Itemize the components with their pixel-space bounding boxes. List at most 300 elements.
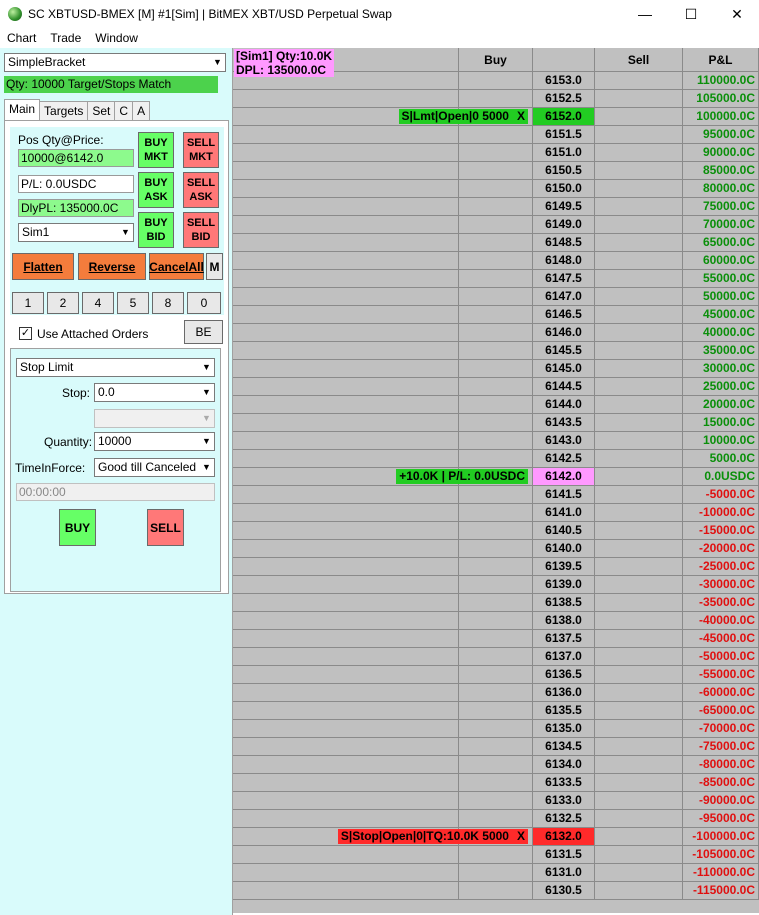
price-cell[interactable]: 6153.0 (533, 72, 595, 90)
price-cell[interactable]: 6133.5 (533, 774, 595, 792)
price-cell[interactable]: 6134.5 (533, 738, 595, 756)
price-cell[interactable]: 6135.5 (533, 702, 595, 720)
buy-order-cell[interactable] (233, 234, 459, 252)
limit-price-field[interactable] (94, 409, 215, 428)
buy-cell[interactable] (459, 414, 533, 432)
dom-row[interactable] (233, 522, 759, 540)
price-cell[interactable]: 6131.0 (533, 864, 595, 882)
header-price (533, 48, 595, 72)
pl-cell: 10000.0C (683, 432, 759, 450)
breakeven-button[interactable]: BE (184, 320, 223, 344)
price-cell[interactable]: 6134.0 (533, 756, 595, 774)
time-in-force-label: TimeInForce: (15, 461, 86, 475)
dom-row[interactable] (233, 702, 759, 720)
buy-order-cell[interactable] (233, 324, 459, 342)
qty-preset-2-button[interactable]: 2 (47, 292, 79, 314)
minimize-button[interactable]: — (638, 6, 652, 22)
qty-preset-0-button[interactable]: 0 (187, 292, 221, 314)
buy-order-cell[interactable] (233, 72, 459, 90)
dom-row[interactable] (233, 180, 759, 198)
sell-cell[interactable] (595, 450, 683, 468)
sell-cell[interactable] (595, 792, 683, 810)
sell-cell[interactable] (595, 432, 683, 450)
price-cell[interactable]: 6152.0 (533, 108, 595, 126)
config-select[interactable] (4, 53, 226, 72)
sell-cell[interactable] (595, 846, 683, 864)
dom-row[interactable] (233, 198, 759, 216)
price-cell[interactable]: 6140.0 (533, 540, 595, 558)
time-in-force-value: Good till Canceled (98, 460, 197, 474)
buy-order-cell[interactable] (233, 648, 459, 666)
sell-cell[interactable] (595, 702, 683, 720)
buy-cell[interactable] (459, 342, 533, 360)
buy-cell[interactable] (459, 270, 533, 288)
pl-cell: -95000.0C (683, 810, 759, 828)
buy-order-cell[interactable] (233, 486, 459, 504)
buy-order-cell[interactable] (233, 252, 459, 270)
buy-cell[interactable] (459, 864, 533, 882)
sell-cell[interactable] (595, 324, 683, 342)
dom-row[interactable] (233, 162, 759, 180)
buy-cell[interactable] (459, 594, 533, 612)
account-select[interactable] (18, 223, 134, 242)
sell-ask-button[interactable]: SELL ASK (183, 172, 219, 208)
maximize-button[interactable]: ☐ (684, 5, 698, 22)
dom-row[interactable] (233, 540, 759, 558)
dom-row[interactable] (233, 396, 759, 414)
header-sell: Sell (595, 48, 683, 72)
time-in-force-select[interactable] (94, 458, 215, 477)
sell-cell[interactable] (595, 198, 683, 216)
dom-row[interactable] (233, 288, 759, 306)
sell-cell[interactable] (595, 738, 683, 756)
price-cell[interactable]: 6150.5 (533, 162, 595, 180)
sell-cell[interactable] (595, 594, 683, 612)
buy-order-cell[interactable] (233, 882, 459, 900)
daily-pl-field: DlyPL: 135000.0C (18, 199, 134, 217)
buy-cell[interactable] (459, 360, 533, 378)
price-cell[interactable]: 6136.5 (533, 666, 595, 684)
pl-cell: -15000.0C (683, 522, 759, 540)
dom-row[interactable] (233, 756, 759, 774)
tab-main[interactable]: Main (4, 99, 40, 121)
sell-cell[interactable] (595, 864, 683, 882)
price-cell[interactable]: 6137.5 (533, 630, 595, 648)
quantity-value: 10000 (98, 434, 132, 448)
dom-row[interactable] (233, 864, 759, 882)
dom-row[interactable] (233, 576, 759, 594)
buy-cell[interactable] (459, 540, 533, 558)
sell-cell[interactable] (595, 342, 683, 360)
sell-cell[interactable] (595, 270, 683, 288)
dom-row[interactable] (233, 504, 759, 522)
price-cell[interactable]: 6151.0 (533, 144, 595, 162)
dom-row[interactable] (233, 684, 759, 702)
qty-preset-8-button[interactable]: 8 (152, 292, 184, 314)
buy-order-cell[interactable] (233, 756, 459, 774)
tab-a[interactable]: A (132, 101, 150, 121)
buy-cell[interactable] (459, 522, 533, 540)
sell-cell[interactable] (595, 378, 683, 396)
price-cell[interactable]: 6130.5 (533, 882, 595, 900)
buy-cell[interactable] (459, 792, 533, 810)
dom-row[interactable] (233, 378, 759, 396)
dom-row[interactable] (233, 810, 759, 828)
price-cell[interactable]: 6135.0 (533, 720, 595, 738)
buy-order-cell[interactable] (233, 846, 459, 864)
tab-c[interactable]: C (114, 101, 133, 121)
buy-order-cell[interactable] (233, 180, 459, 198)
price-cell[interactable]: 6138.5 (533, 594, 595, 612)
position-marker[interactable] (396, 469, 528, 484)
cancel-order-icon[interactable]: X (516, 829, 525, 843)
dom-row[interactable] (233, 342, 759, 360)
sell-cell[interactable] (595, 180, 683, 198)
dom-row[interactable] (233, 108, 759, 126)
header-buy: Buy (459, 48, 533, 72)
buy-order-cell[interactable] (233, 270, 459, 288)
dom-row[interactable] (233, 774, 759, 792)
buy-order-cell[interactable] (233, 108, 525, 126)
buy-cell[interactable] (459, 126, 533, 144)
buy-order-cell[interactable] (233, 792, 459, 810)
price-cell[interactable]: 6140.5 (533, 522, 595, 540)
buy-cell[interactable] (459, 630, 533, 648)
dom-row[interactable] (233, 792, 759, 810)
buy-cell[interactable] (459, 504, 533, 522)
pl-cell: 70000.0C (683, 216, 759, 234)
sell-cell[interactable] (595, 756, 683, 774)
dom-row[interactable] (233, 306, 759, 324)
reverse-button[interactable]: Reverse (78, 253, 146, 280)
buy-order-cell[interactable] (233, 666, 459, 684)
sell-cell[interactable] (595, 576, 683, 594)
dom-row[interactable] (233, 360, 759, 378)
price-cell[interactable]: 6144.0 (533, 396, 595, 414)
pl-cell: 15000.0C (683, 414, 759, 432)
dom-row[interactable] (233, 324, 759, 342)
buy-cell[interactable] (459, 252, 533, 270)
sell-cell[interactable] (595, 72, 683, 90)
buy-ask-button[interactable]: BUY ASK (138, 172, 174, 208)
buy-cell[interactable] (459, 684, 533, 702)
sell-cell[interactable] (595, 90, 683, 108)
sell-cell[interactable] (595, 486, 683, 504)
pl-cell: -30000.0C (683, 576, 759, 594)
buy-cell[interactable] (459, 738, 533, 756)
sell-order-button[interactable]: SELL (147, 509, 184, 546)
buy-order-cell[interactable] (233, 414, 459, 432)
buy-order-cell[interactable] (233, 198, 459, 216)
qty-preset-1-button[interactable]: 1 (12, 292, 44, 314)
dom-row[interactable] (233, 846, 759, 864)
pl-cell: 50000.0C (683, 288, 759, 306)
menu-window[interactable]: Window (95, 31, 138, 45)
stop-order-marker[interactable] (338, 829, 528, 844)
buy-cell[interactable] (459, 846, 533, 864)
sell-market-button[interactable]: SELL MKT (183, 132, 219, 168)
qty-preset-4-button[interactable]: 4 (82, 292, 114, 314)
buy-cell[interactable] (459, 486, 533, 504)
buy-cell[interactable] (459, 72, 533, 90)
flatten-button[interactable]: Flatten (12, 253, 74, 280)
sell-cell[interactable] (595, 540, 683, 558)
cancel-all-button[interactable]: CancelAll (149, 253, 204, 280)
pl-cell: 35000.0C (683, 342, 759, 360)
buy-cell[interactable] (459, 144, 533, 162)
buy-order-cell[interactable] (233, 702, 459, 720)
stop-price-field[interactable] (94, 383, 215, 402)
sell-cell[interactable] (595, 558, 683, 576)
dom-row[interactable] (233, 432, 759, 450)
sell-cell[interactable] (595, 828, 683, 846)
buy-order-cell[interactable] (233, 216, 459, 234)
buy-order-cell[interactable] (233, 774, 459, 792)
sell-bid-button[interactable]: SELL BID (183, 212, 219, 248)
pl-cell: -105000.0C (683, 846, 759, 864)
price-cell[interactable]: 6146.0 (533, 324, 595, 342)
sell-cell[interactable] (595, 126, 683, 144)
buy-cell[interactable] (459, 90, 533, 108)
buy-cell[interactable] (459, 774, 533, 792)
buy-order-cell[interactable] (233, 468, 525, 486)
buy-cell[interactable] (459, 558, 533, 576)
qty-preset-5-button[interactable]: 5 (117, 292, 149, 314)
buy-order-cell[interactable] (233, 684, 459, 702)
dom-row[interactable] (233, 558, 759, 576)
tab-targets[interactable]: Targets (39, 101, 88, 121)
price-cell[interactable]: 6145.0 (533, 360, 595, 378)
sell-cell[interactable] (595, 108, 683, 126)
buy-order-cell[interactable] (233, 360, 459, 378)
dom-row[interactable] (233, 738, 759, 756)
buy-cell[interactable] (459, 306, 533, 324)
pl-cell: -85000.0C (683, 774, 759, 792)
price-cell[interactable]: 6133.0 (533, 792, 595, 810)
buy-order-cell[interactable] (233, 306, 459, 324)
price-cell[interactable]: 6148.0 (533, 252, 595, 270)
dom-row[interactable] (233, 720, 759, 738)
buy-cell[interactable] (459, 324, 533, 342)
dom-row[interactable] (233, 414, 759, 432)
buy-order-cell[interactable] (233, 126, 459, 144)
price-cell[interactable]: 6139.5 (533, 558, 595, 576)
buy-order-cell[interactable] (233, 540, 459, 558)
buy-order-cell[interactable] (233, 450, 459, 468)
buy-cell[interactable] (459, 702, 533, 720)
buy-cell[interactable] (459, 810, 533, 828)
price-cell[interactable]: 6143.0 (533, 432, 595, 450)
menu-chart[interactable]: Chart (7, 31, 37, 45)
dom-header (233, 48, 759, 77)
buy-order-cell[interactable] (233, 738, 459, 756)
price-cell[interactable]: 6137.0 (533, 648, 595, 666)
buy-order-cell[interactable] (233, 378, 459, 396)
price-cell[interactable]: 6141.0 (533, 504, 595, 522)
price-cell[interactable]: 6142.0 (533, 468, 595, 486)
cancel-order-icon[interactable]: X (516, 109, 525, 123)
m-button[interactable]: M (206, 253, 223, 280)
buy-cell[interactable] (459, 180, 533, 198)
sell-cell[interactable] (595, 522, 683, 540)
buy-bid-button[interactable]: BUY BID (138, 212, 174, 248)
dom-row[interactable] (233, 882, 759, 900)
buy-cell[interactable] (459, 378, 533, 396)
use-attached-orders-label: Use Attached Orders (37, 327, 149, 341)
menu-trade[interactable]: Trade (50, 31, 82, 45)
sell-cell[interactable] (595, 216, 683, 234)
buy-cell[interactable] (459, 882, 533, 900)
sell-cell[interactable] (595, 234, 683, 252)
dom-row[interactable] (233, 666, 759, 684)
sell-cell[interactable] (595, 774, 683, 792)
buy-order-cell[interactable] (233, 342, 459, 360)
use-attached-orders-checkbox[interactable]: ✓ (20, 327, 31, 339)
price-cell[interactable]: 6147.5 (533, 270, 595, 288)
price-cell[interactable]: 6132.0 (533, 828, 595, 846)
sell-cell[interactable] (595, 612, 683, 630)
buy-order-cell[interactable] (233, 162, 459, 180)
price-cell[interactable]: 6145.5 (533, 342, 595, 360)
buy-cell[interactable] (459, 162, 533, 180)
price-cell[interactable]: 6148.5 (533, 234, 595, 252)
buy-order-cell[interactable] (233, 864, 459, 882)
buy-order-cell[interactable] (233, 90, 459, 108)
sell-cell[interactable] (595, 684, 683, 702)
price-cell[interactable]: 6139.0 (533, 576, 595, 594)
sell-cell[interactable] (595, 306, 683, 324)
price-cell[interactable]: 6147.0 (533, 288, 595, 306)
sell-cell[interactable] (595, 504, 683, 522)
dom-row[interactable] (233, 612, 759, 630)
price-cell[interactable]: 6150.0 (533, 180, 595, 198)
sell-cell[interactable] (595, 630, 683, 648)
buy-cell[interactable] (459, 234, 533, 252)
buy-order-cell[interactable] (233, 288, 459, 306)
buy-cell[interactable] (459, 450, 533, 468)
target-order-marker[interactable] (399, 109, 528, 124)
price-cell[interactable]: 6151.5 (533, 126, 595, 144)
sell-cell[interactable] (595, 288, 683, 306)
buy-order-cell[interactable] (233, 504, 459, 522)
price-cell[interactable]: 6142.5 (533, 450, 595, 468)
buy-cell[interactable] (459, 720, 533, 738)
dom-row[interactable] (233, 252, 759, 270)
price-cell[interactable]: 6131.5 (533, 846, 595, 864)
buy-cell[interactable] (459, 432, 533, 450)
trade-window-panel (0, 48, 233, 915)
buy-order-cell[interactable] (233, 720, 459, 738)
app-globe-icon (8, 7, 22, 21)
pl-cell: 75000.0C (683, 198, 759, 216)
buy-cell[interactable] (459, 576, 533, 594)
buy-order-button[interactable]: BUY (59, 509, 96, 546)
buy-order-cell[interactable] (233, 828, 525, 846)
buy-order-cell[interactable] (233, 558, 459, 576)
sell-cell[interactable] (595, 648, 683, 666)
close-button[interactable]: ✕ (731, 5, 743, 22)
buy-order-cell[interactable] (233, 576, 459, 594)
sell-cell[interactable] (595, 396, 683, 414)
price-cell[interactable]: 6136.0 (533, 684, 595, 702)
price-cell[interactable]: 6138.0 (533, 612, 595, 630)
dom-row[interactable] (233, 72, 759, 90)
dom-row[interactable] (233, 144, 759, 162)
buy-cell[interactable] (459, 612, 533, 630)
buy-cell[interactable] (459, 648, 533, 666)
dom-row[interactable] (233, 468, 759, 486)
pl-cell: 110000.0C (683, 72, 759, 90)
sell-cell[interactable] (595, 414, 683, 432)
good-till-time-field[interactable]: 00:00:00 (16, 483, 215, 501)
buy-cell[interactable] (459, 288, 533, 306)
price-cell[interactable]: 6149.5 (533, 198, 595, 216)
sell-cell[interactable] (595, 720, 683, 738)
dom-row[interactable] (233, 126, 759, 144)
dom-row[interactable] (233, 594, 759, 612)
order-type-select[interactable] (16, 358, 215, 377)
buy-cell[interactable] (459, 666, 533, 684)
buy-order-cell[interactable] (233, 396, 459, 414)
sell-cell[interactable] (595, 162, 683, 180)
buy-cell[interactable] (459, 756, 533, 774)
buy-order-cell[interactable] (233, 630, 459, 648)
header-pl: P&L (683, 48, 759, 72)
quantity-field[interactable] (94, 432, 215, 451)
sell-cell[interactable] (595, 468, 683, 486)
sell-cell[interactable] (595, 252, 683, 270)
pl-cell: 60000.0C (683, 252, 759, 270)
sell-cell[interactable] (595, 144, 683, 162)
buy-cell[interactable] (459, 396, 533, 414)
dom-row[interactable] (233, 648, 759, 666)
price-cell[interactable]: 6149.0 (533, 216, 595, 234)
dom-row[interactable] (233, 216, 759, 234)
dom-row[interactable] (233, 828, 759, 846)
pl-cell: 40000.0C (683, 324, 759, 342)
buy-order-cell[interactable] (233, 594, 459, 612)
dom-row[interactable] (233, 270, 759, 288)
buy-order-cell[interactable] (233, 522, 459, 540)
buy-order-cell[interactable] (233, 612, 459, 630)
buy-market-button[interactable]: BUY MKT (138, 132, 174, 168)
dom-row[interactable] (233, 630, 759, 648)
pl-cell: -20000.0C (683, 540, 759, 558)
price-cell[interactable]: 6132.5 (533, 810, 595, 828)
tab-set[interactable]: Set (87, 101, 115, 121)
dom-row[interactable] (233, 450, 759, 468)
price-cell[interactable]: 6141.5 (533, 486, 595, 504)
sell-cell[interactable] (595, 360, 683, 378)
dom-row[interactable] (233, 90, 759, 108)
pl-cell: 30000.0C (683, 360, 759, 378)
sell-cell[interactable] (595, 810, 683, 828)
buy-order-cell[interactable] (233, 432, 459, 450)
dom-row[interactable] (233, 234, 759, 252)
sell-cell[interactable] (595, 882, 683, 900)
dom-row[interactable] (233, 486, 759, 504)
buy-cell[interactable] (459, 198, 533, 216)
buy-cell[interactable] (459, 216, 533, 234)
pl-cell: 5000.0C (683, 450, 759, 468)
price-cell[interactable]: 6144.5 (533, 378, 595, 396)
sell-cell[interactable] (595, 666, 683, 684)
price-cell[interactable]: 6143.5 (533, 414, 595, 432)
buy-order-cell[interactable] (233, 810, 459, 828)
price-cell[interactable]: 6146.5 (533, 306, 595, 324)
price-cell[interactable]: 6152.5 (533, 90, 595, 108)
buy-order-cell[interactable] (233, 144, 459, 162)
